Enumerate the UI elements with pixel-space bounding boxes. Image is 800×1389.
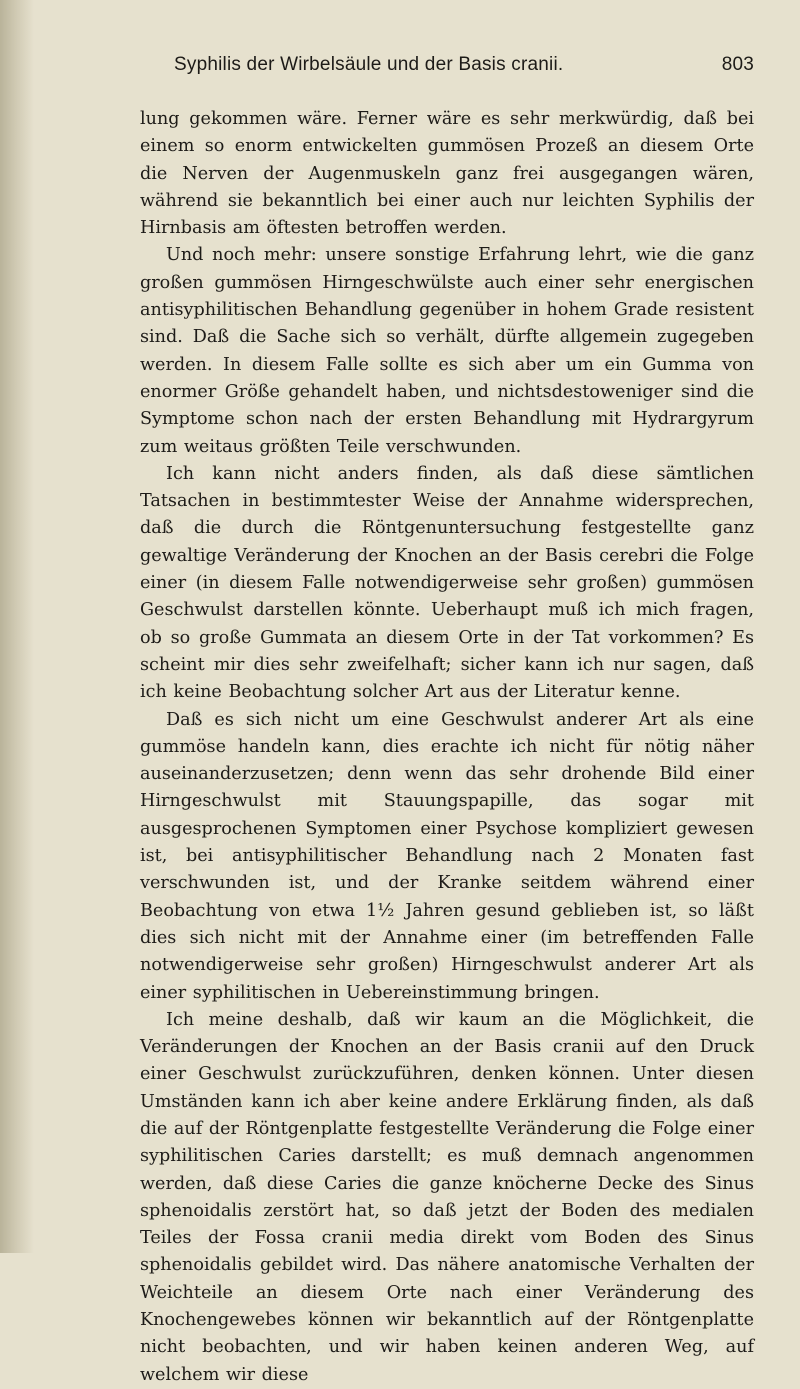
page-number: 803 <box>721 54 754 75</box>
paragraph: Ich meine deshalb, daß wir kaum an die Möglichkeit, die Veränderungen der Knochen an der Basis cranii auf den Druck einer Geschwulst zurückzuführen, denken können. Unter diesen Umständen kann ich aber keine andere Erklärung finden, als daß die auf der Röntgenplatte festgestellte Veränderung die Folge einer syphilitischen Caries darstellt; es muß demnach angenommen werden, daß diese Caries die ganze knöcherne Decke des Sinus sphenoidalis zerstört hat, so daß jetzt der Boden des medialen Teiles der Fossa cranii media direkt vom Boden des Sinus sphenoidalis gebildet wird. Das nähere anatomische Verhalten der Weichteile an diesem Orte nach einer Veränderung des Knochengewebes können wir bekanntlich auf der Röntgenplatte nicht beobachten, und wir haben keinen anderen Weg, auf welchem wir diese <box>140 1009 754 1385</box>
body-text <box>140 106 754 1389</box>
page-binding-shadow <box>0 0 34 1253</box>
book-page <box>140 54 754 1389</box>
paragraph-continuation: lung gekommen wäre. Ferner wäre es sehr merkwürdig, daß bei einem so enorm entwickelten gummösen Prozeß an diesem Orte die Nerven der Augenmuskeln ganz frei ausgegangen wären, während sie bekanntlich bei einer auch nur leichten Syphilis der Hirnbasis am öftesten betroffen werden. <box>140 109 754 239</box>
running-title: Syphilis der Wirbelsäule und der Basis cranii. <box>174 54 564 75</box>
paragraph: Daß es sich nicht um eine Geschwulst anderer Art als eine gummöse handeln kann, dies erachte ich nicht für nötig näher auseinanderzusetzen; denn wenn das sehr drohende Bild einer Hirngeschwulst mit Stauungspapille, das sogar mit ausgesprochenen Symptomen einer Psychose kompliziert gewesen ist, bei antisyphilitischer Behandlung nach 2 Monaten fast verschwunden ist, und der Kranke seitdem während einer Beobachtung von etwa 1½ Jahren gesund geblieben ist, so läßt dies sich nicht mit der Annahme einer (im betreffenden Falle notwendigerweise sehr großen) Hirngeschwulst anderer Art als einer syphilitischen in Uebereinstimmung bringen. <box>140 709 754 1003</box>
paragraph: Ich kann nicht anders finden, als daß diese sämtlichen Tatsachen in bestimmtester Weise der Annahme widersprechen, daß die durch die Röntgenuntersuchung festgestellte ganz gewaltige Veränderung der Knochen an der Basis cerebri die Folge einer (in diesem Falle notwendigerweise sehr großen) gummösen Geschwulst darstellen könnte. Ueberhaupt muß ich mich fragen, ob so große Gummata an diesem Orte in der Tat vorkommen? Es scheint mir dies sehr zweifelhaft; sicher kann ich nur sagen, daß ich keine Beobachtung solcher Art aus der Literatur kenne. <box>140 463 754 703</box>
running-head <box>140 54 754 84</box>
paragraph: Und noch mehr: unsere sonstige Erfahrung lehrt, wie die ganz großen gummösen Hirngeschwülste auch einer sehr energischen antisyphilitischen Behandlung gegenüber in hohem Grade resistent sind. Daß die Sache sich so verhält, dürfte allgemein zugegeben werden. In diesem Falle sollte es sich aber um ein Gumma von enormer Größe gehandelt haben, und nichtsdestoweniger sind die Symptome schon nach der ersten Behandlung mit Hydrargyrum zum weitaus größten Teile verschwunden. <box>140 245 754 457</box>
